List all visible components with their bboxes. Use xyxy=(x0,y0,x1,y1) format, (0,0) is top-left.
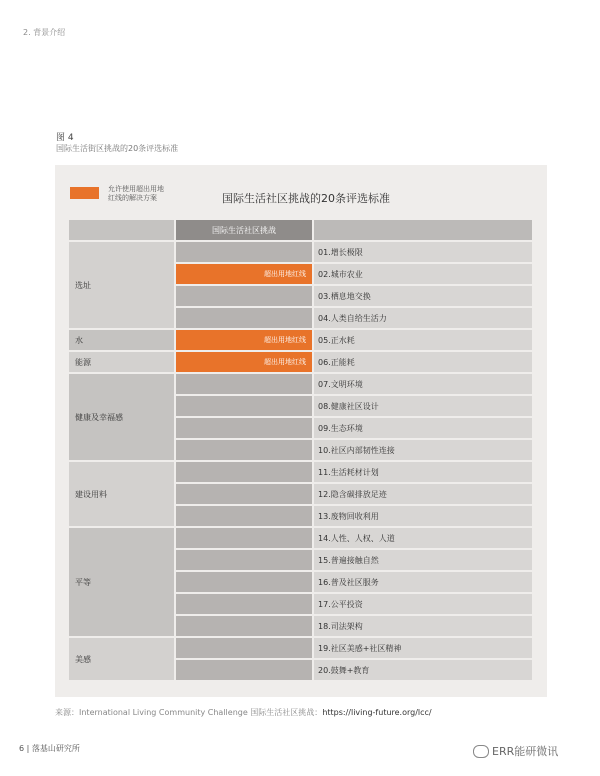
table-title: 国际生活社区挑战的20条评选标准 xyxy=(222,192,390,205)
challenge-cell xyxy=(174,638,314,658)
criterion-item: 04.人类自给生活力 xyxy=(314,308,532,328)
criterion-item: 02.城市农业 xyxy=(314,264,532,284)
category-cell: 能源 xyxy=(69,352,174,372)
criterion-item: 10.社区内部韧性连接 xyxy=(314,440,532,460)
figure-caption: 国际生活街区挑战的20条评选标准 xyxy=(56,144,179,153)
criterion-item: 12.隐含碳排放足迹 xyxy=(314,484,532,504)
criterion-item: 07.文明环境 xyxy=(314,374,532,394)
exceed-redline-cell: 超出用地红线 xyxy=(174,352,314,372)
wechat-icon xyxy=(473,745,489,758)
criterion-item: 16.普及社区服务 xyxy=(314,572,532,592)
challenge-cell xyxy=(174,550,314,570)
criterion-item: 20.鼓舞+教育 xyxy=(314,660,532,680)
legend-line: 允许使用超出用地 xyxy=(108,185,164,193)
challenge-cell xyxy=(174,572,314,592)
challenge-cell xyxy=(174,484,314,504)
challenge-cell xyxy=(174,506,314,526)
legend-line: 红线的解决方案 xyxy=(108,194,157,202)
watermark xyxy=(473,743,558,759)
criterion-item: 17.公平投资 xyxy=(314,594,532,614)
challenge-cell xyxy=(174,242,314,262)
criterion-item: 14.人性、人权、人道 xyxy=(314,528,532,548)
challenge-cell xyxy=(174,440,314,460)
criterion-item: 06.正能耗 xyxy=(314,352,532,372)
page-footer: 6 | 落基山研究所 xyxy=(19,744,80,753)
exceed-redline-cell: 超出用地红线 xyxy=(174,330,314,350)
category-cell: 建设用料 xyxy=(69,462,174,526)
criterion-item: 19.社区美感+社区精神 xyxy=(314,638,532,658)
challenge-cell xyxy=(174,462,314,482)
header-cell-category xyxy=(69,220,174,240)
source-note xyxy=(55,707,432,718)
category-cell: 美感 xyxy=(69,638,174,680)
source-link[interactable]: https://living-future.org/lcc/ xyxy=(322,708,432,717)
challenge-cell xyxy=(174,286,314,306)
criteria-table xyxy=(69,220,532,680)
watermark-text: ERR能研微讯 xyxy=(492,745,559,758)
category-cell: 健康及幸福感 xyxy=(69,374,174,460)
challenge-cell xyxy=(174,660,314,680)
legend-swatch xyxy=(70,187,99,199)
criterion-item: 09.生态环境 xyxy=(314,418,532,438)
criterion-item: 01.增长极限 xyxy=(314,242,532,262)
category-cell: 平等 xyxy=(69,528,174,636)
criterion-item: 11.生活耗材计划 xyxy=(314,462,532,482)
exceed-redline-cell: 超出用地红线 xyxy=(174,264,314,284)
criterion-item: 18.司法架构 xyxy=(314,616,532,636)
source-prefix: 来源：International Living Community Challenge 国际生活社区挑战： xyxy=(55,708,323,717)
figure-label: 图 4 xyxy=(56,133,74,143)
challenge-cell xyxy=(174,418,314,438)
criteria-panel xyxy=(55,165,547,697)
category-cell: 选址 xyxy=(69,242,174,328)
criterion-item: 03.栖息地交换 xyxy=(314,286,532,306)
challenge-cell xyxy=(174,594,314,614)
header-cell-item xyxy=(314,220,532,240)
breadcrumb: 2. 背景介绍 xyxy=(23,28,66,37)
category-cell: 水 xyxy=(69,330,174,350)
challenge-cell xyxy=(174,616,314,636)
criterion-item: 08.健康社区设计 xyxy=(314,396,532,416)
criterion-item: 05.正水耗 xyxy=(314,330,532,350)
header-cell-challenge: 国际生活社区挑战 xyxy=(174,220,314,240)
challenge-cell xyxy=(174,374,314,394)
challenge-cell xyxy=(174,528,314,548)
criterion-item: 13.废物回收利用 xyxy=(314,506,532,526)
legend-text xyxy=(108,185,178,203)
challenge-cell xyxy=(174,396,314,416)
challenge-cell xyxy=(174,308,314,328)
criterion-item: 15.普遍接触自然 xyxy=(314,550,532,570)
